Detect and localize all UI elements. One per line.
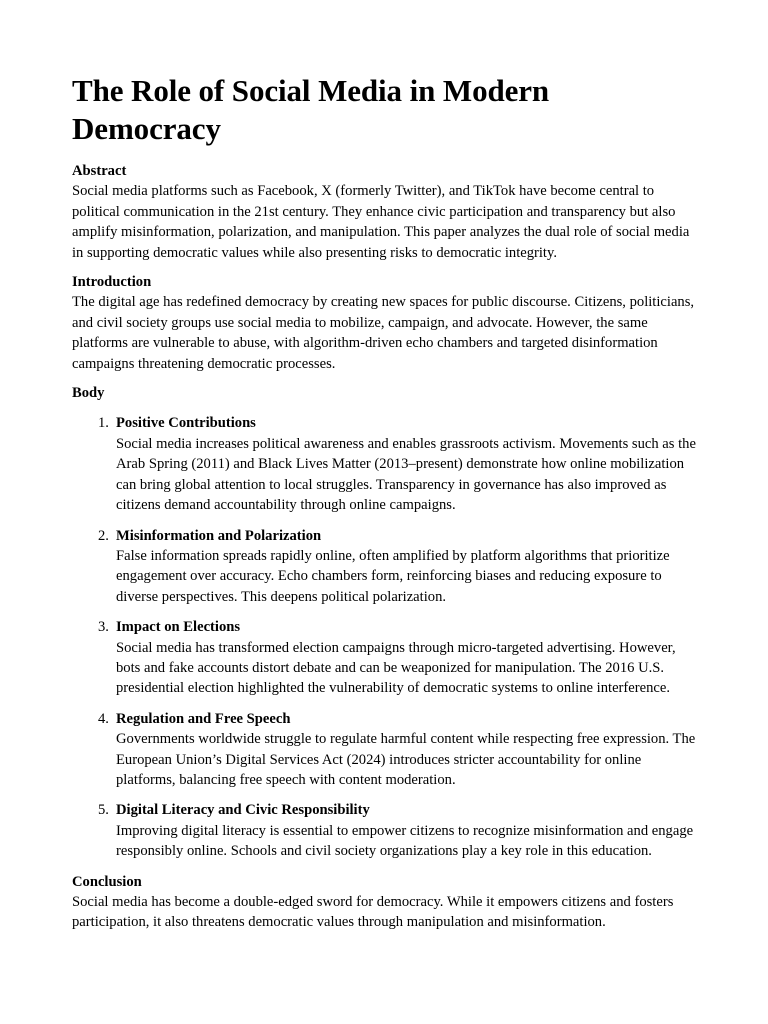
list-item — [72, 617, 696, 699]
list-item-number: 4. — [98, 710, 109, 727]
conclusion-section — [72, 872, 696, 933]
list-item-text: Social media has transformed election campaigns through micro-targeted advertising. However, bots and fake accounts distort debate and can be weaponized for manipulation. The 2016 U.S. presidential election highlighted the vulnerability of democratic systems to online interference. — [116, 639, 676, 697]
list-item-text: Improving digital literacy is essential to empower citizens to recognize misinformation and engage responsibly online. Schools and civil society organizations play a key role in this education. — [116, 822, 694, 860]
body-section — [72, 383, 696, 862]
introduction-text: The digital age has redefined democracy by creating new spaces for public discourse. Citizens, politicians, and civil society groups use social media to mobilize, campaign, and advocate. However, the same platforms are vulnerable to abuse, with algorithm-driven echo chambers and targeted disinformation campaigns threatening democratic processes. — [72, 294, 695, 372]
list-item-text: Governments worldwide struggle to regulate harmful content while respecting free expression. The European Union’s Digital Services Act (2024) introduces stricter accountability for online platforms, balancing free speech with content moderation. — [116, 731, 696, 788]
list-item — [72, 800, 696, 861]
list-item-text: False information spreads rapidly online, often amplified by platform algorithms that prioritize engagement over accuracy. Echo chambers form, reinforcing biases and reducing exposure to diverse perspectives. This deepens political polarization. — [116, 547, 670, 605]
list-item — [72, 526, 696, 608]
introduction-heading: Introduction — [72, 274, 152, 291]
abstract-heading: Abstract — [72, 163, 127, 179]
body-list — [72, 413, 696, 861]
list-item-title: Digital Literacy and Civic Responsibility — [116, 802, 370, 819]
abstract-section — [72, 161, 696, 263]
list-item — [72, 413, 696, 515]
list-item-text: Social media increases political awareness and enables grassroots activism. Movements such as the Arab Spring (2011) and Black Lives Matter (2013–present) demonstrate how online mobilization can bring global attention to local struggles. Transparency in governance has also improved as citizens demand accountability through online campaigns. — [116, 435, 696, 514]
body-heading: Body — [72, 385, 105, 402]
abstract-text: Social media platforms such as Facebook, X (formerly Twitter), and TikTok have become central to political communication in the 21st century. They enhance civic participation and transparency but also amplify misinformation, polarization, and manipulation. This paper analyzes the dual role of social media in supporting democratic values while also presenting risks to democratic integrity. — [72, 183, 690, 261]
list-item-number: 2. — [98, 527, 109, 544]
list-item-title: Misinformation and Polarization — [116, 527, 322, 544]
list-item-number: 1. — [98, 415, 109, 432]
document-title: The Role of Social Media in Modern Democracy — [72, 73, 550, 146]
list-item-number: 5. — [98, 802, 109, 819]
introduction-section — [72, 272, 696, 374]
conclusion-text: Social media has become a double-edged sword for democracy. While it empowers citizens and fosters participation, it also threatens democratic values through manipulation and misinformation. — [72, 894, 674, 931]
conclusion-heading: Conclusion — [72, 873, 142, 890]
list-item — [72, 709, 696, 791]
list-item-title: Impact on Elections — [116, 619, 241, 636]
list-item-title: Regulation and Free Speech — [116, 710, 291, 727]
list-item-title: Positive Contributions — [116, 415, 256, 432]
list-item-number: 3. — [98, 619, 109, 636]
